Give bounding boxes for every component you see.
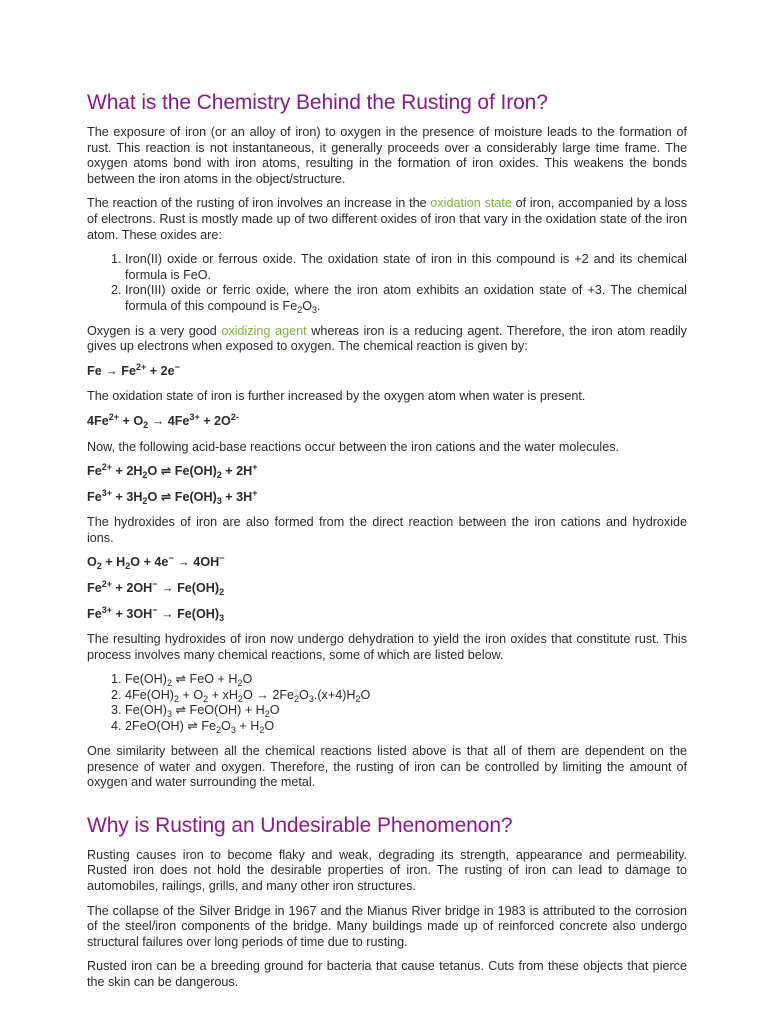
equation-ferric-hydrolysis: $Fe^{3+} + 3H_2O$ ⇌ $Fe(OH)_3 + 3H^+$ (87, 487, 258, 506)
paragraph-bridge-collapse: The collapse of the Silver Bridge in 1967 and the Mianus River bridge in 1983 is attributed to the corrosion of the steel/iron components of the bridge. Many buildings made up of reinforced concrete also undergo structural failures over long periods of time due to rusting. (87, 903, 687, 949)
oxidation-state-link[interactable]: oxidation state (430, 196, 512, 211)
equation-ferric-formation: $4Fe^{2+} + O_2 \to 4Fe^{3+} + 2O^{2-}$ (87, 411, 239, 430)
equation-hydroxide-formation: $O_2 + H_2O + 4e^- \to 4OH^-$ (87, 553, 225, 572)
paragraph-oxidizing-agent (87, 324, 687, 355)
equation-ferrous-hydrolysis: $Fe^{2+} + 2H_2O$ ⇌ $Fe(OH)_2 + 2H^+$ (87, 462, 258, 481)
paragraph-hydroxides: The hydroxides of iron are also formed from the direct reaction between the iron cations and hydroxide ions. (87, 515, 687, 545)
oxides-list (87, 252, 687, 314)
list-item-reaction: 2. $4Fe(OH)_2 + O_2 + xH_2O \to 2Fe_2O_3.(x+4)H_2O$ (125, 688, 687, 703)
list-item-reaction: 4. 2FeO(OH) ⇌ $Fe_2O_3 + H_2O$ (125, 719, 687, 734)
equation-ferrous-hydroxide: $Fe^{2+} + 2OH^- \to Fe(OH)_2$ (87, 579, 225, 598)
text-segment: Oxygen is a very good (87, 323, 222, 338)
list-item-ferric-oxide: 2. Iron(III) oxide or ferric oxide, where the iron atom exhibits an oxidation state of +3. The chemical formula of this compound is $Fe_2O_3$. (125, 283, 687, 314)
paragraph-similarity: One similarity between all the chemical reactions listed above is that all of them are dependent on the presence of water and oxygen. Therefore, the rusting of iron can be controlled by limiting the amount of oxygen and water surrounding the metal. (87, 744, 687, 790)
text-segment: The reaction of the rusting of iron involves an increase in the (87, 196, 431, 211)
paragraph-flaky: Rusting causes iron to become flaky and weak, degrading its strength, appearance and permeability. Rusted iron does not hold the desirable properties of iron. The rusting of iron can lead to damage to automobiles, railings, grills, and many other iron structures. (87, 847, 687, 894)
paragraph-water-present: The oxidation state of iron is further increased by the oxygen atom when water is present. (87, 389, 586, 404)
list-item-reaction: 1. $Fe(OH)_2$ ⇌ FeO + $H_2O$ (125, 672, 687, 687)
text-segment: of iron, accompanied by a loss of electrons. Rust is mostly made up of two different oxides of iron that vary in the oxidation state of the iron atom. These oxides are: (87, 196, 687, 242)
list-item-ferrous-oxide: 1. Iron(II) oxide or ferrous oxide. The oxidation state of iron in this compound is +2 and its chemical formula is FeO. (125, 252, 687, 283)
dehydration-reactions-list (87, 672, 687, 734)
text-segment: Iron(III) oxide or ferric oxide, where the iron atom exhibits an oxidation state of +3. The chemical formula of this compound is Fe (125, 283, 687, 313)
section-title-chemistry: What is the Chemistry Behind the Rusting of Iron? (87, 91, 548, 114)
oxidizing-agent-link[interactable]: oxidizing agent (221, 323, 307, 338)
list-item-reaction: 3. $Fe(OH)_3$ ⇌ $FeO(OH) + H_2O$ (125, 703, 687, 718)
section-title-undesirable: Why is Rusting an Undesirable Phenomenon? (87, 813, 513, 837)
text-segment: whereas iron is a reducing agent. Therefore, the iron atom readily gives up electrons when exposed to oxygen. The chemical reaction is given by: (87, 323, 687, 354)
equation-iron-oxidation: $Fe \to Fe^{2+} + 2e^-$ (87, 361, 180, 378)
paragraph-dehydration: The resulting hydroxides of iron now undergo dehydration to yield the iron oxides that constitute rust. This process involves many chemical reactions, some of which are listed below. (87, 632, 687, 662)
equation-ferric-hydroxide: $Fe^{3+} + 3OH^- \to Fe(OH)_3$ (87, 604, 225, 623)
paragraph-acid-base: Now, the following acid-base reactions occur between the iron cations and the water molecules. (87, 439, 620, 454)
paragraph-exposure: The exposure of iron (or an alloy of iron) to oxygen in the presence of moisture leads to the formation of rust. This reaction is not instantaneous, it generally proceeds over a considerably large time frame. The oxygen atoms bond with iron atoms, resulting in the formation of iron oxides. This weakens the bonds between the iron atoms in the object/structure. (87, 125, 687, 186)
paragraph-reaction-intro (87, 196, 687, 243)
paragraph-tetanus: Rusted iron can be a breeding ground for bacteria that cause tetanus. Cuts from these objects that pierce the skin can be dangerous. (87, 959, 687, 989)
